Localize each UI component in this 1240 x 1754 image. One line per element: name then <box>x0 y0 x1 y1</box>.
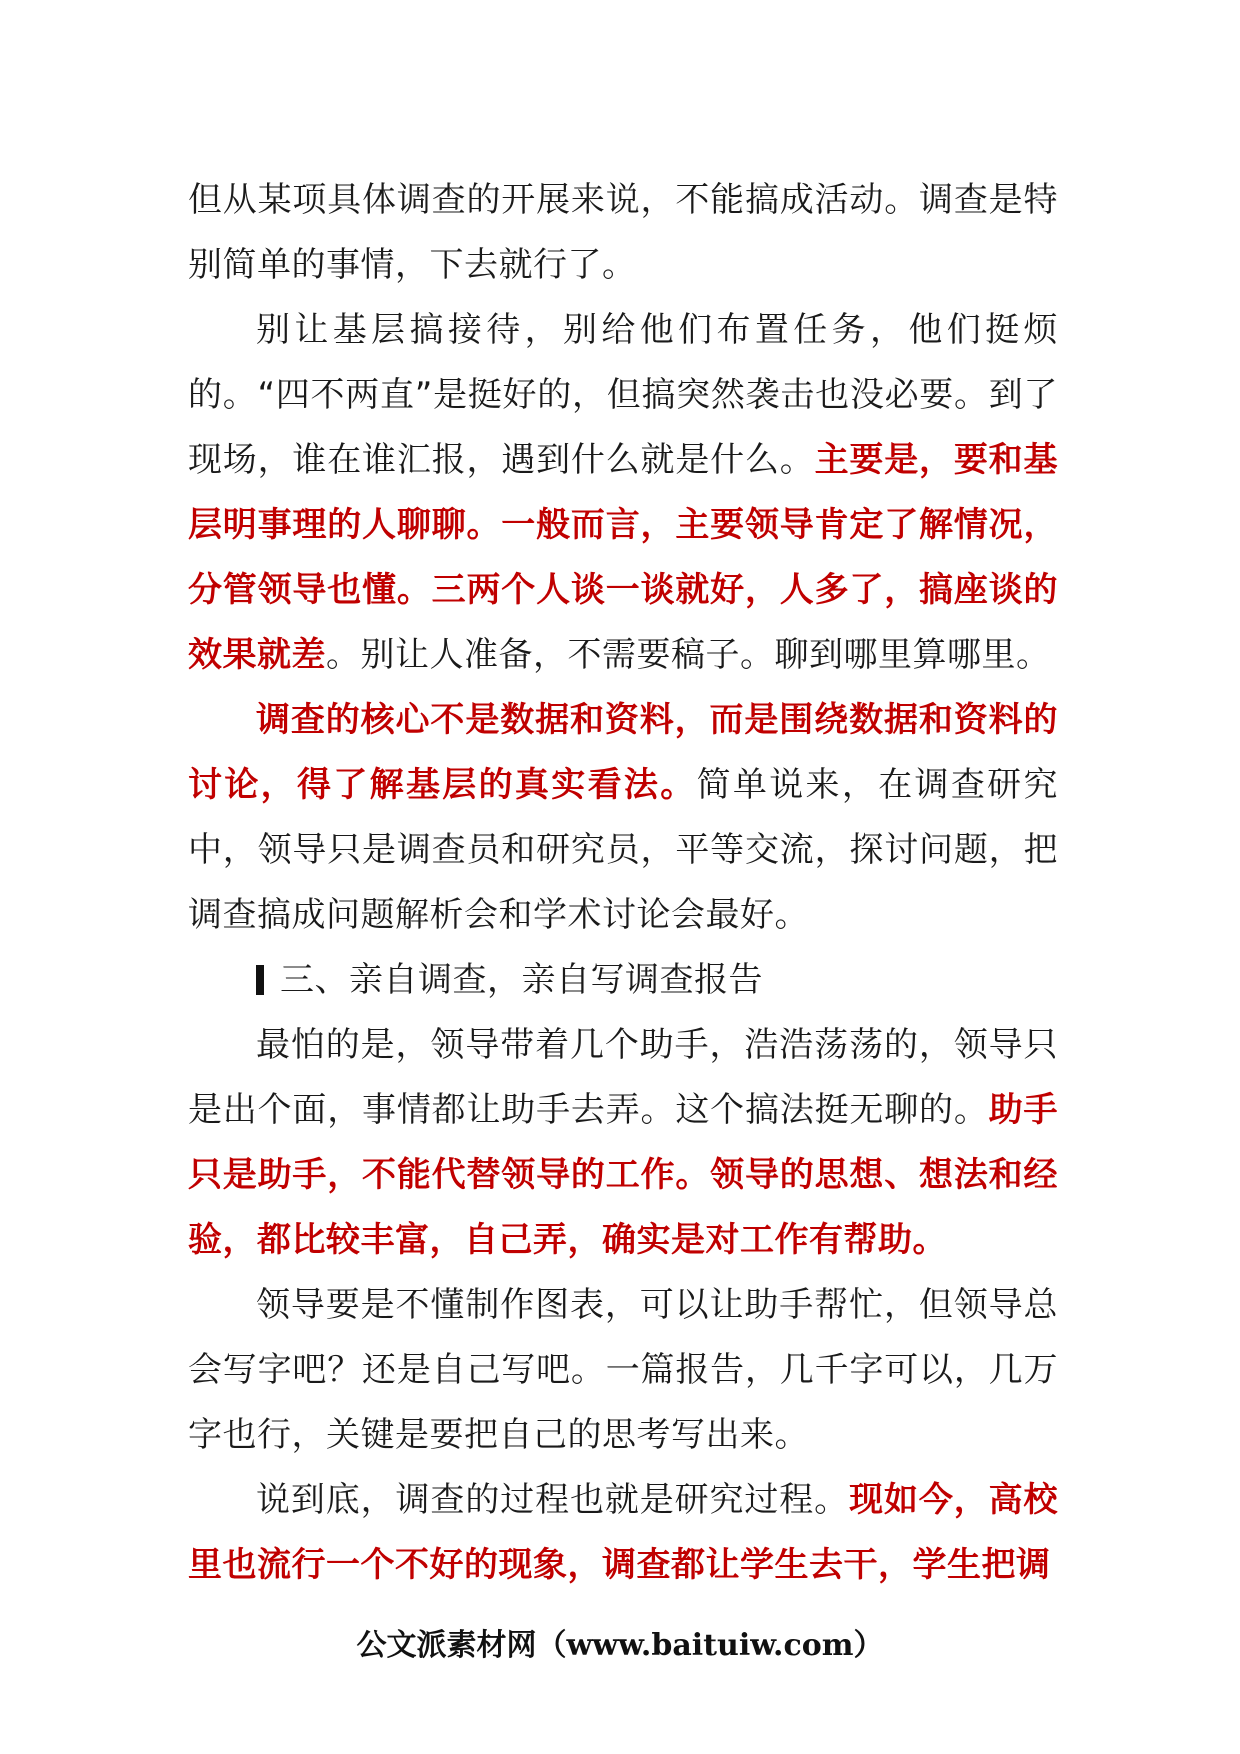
paragraph-3 <box>188 688 1058 948</box>
section-heading <box>188 948 1058 1013</box>
section-heading-text: 三、亲自调查，亲自写调查报告 <box>280 960 763 1000</box>
paragraph-6-text: 说到底，调查的过程也就是研究过程。 <box>256 1480 850 1520</box>
paragraph-6 <box>188 1468 1058 1598</box>
paragraph-4-emphasis: 助手只是助手，不能代替领导的工作。领导的思想、想法和经验，都比较丰富，自己弄，确实是对工作有帮助。 <box>188 1090 1058 1260</box>
paragraph-5-text: 领导要是不懂制作图表，可以让助手帮忙，但领导总会写字吧？还是自己写吧。一篇报告，几千字可以，几万字也行，关键是要把自己的思考写出来。 <box>188 1285 1058 1455</box>
paragraph-1 <box>188 168 1058 298</box>
paragraph-1-text: 但从某项具体调查的开展来说，不能搞成活动。调查是特别简单的事情，下去就行了。 <box>188 180 1058 285</box>
paragraph-2-text-b: 。别让人准备，不需要稿子。聊到哪里算哪里。 <box>326 635 1051 675</box>
paragraph-5 <box>188 1273 1058 1468</box>
heading-bar-marker <box>256 965 264 995</box>
paragraph-6-emphasis: 现如今，高校里也流行一个不好的现象，调查都让学生去干，学生把调 <box>188 1480 1059 1585</box>
footer-watermark: 公文派素材网（www.baituiw.com） <box>356 1628 884 1663</box>
paragraph-3-text: 简单说来，在调查研究中，领导只是调查员和研究员，平等交流，探讨问题，把调查搞成问题解析会和学术讨论会最好。 <box>188 765 1059 935</box>
document-body <box>188 168 1058 1598</box>
paragraph-2-emphasis: 主要是，要和基层明事理的人聊聊。一般而言，主要领导肯定了解情况，分管领导也懂。三两个人谈一谈就好，人多了，搞座谈的效果就差 <box>188 440 1058 675</box>
paragraph-4-text: 最怕的是，领导带着几个助手，浩浩荡荡的，领导只是出个面，事情都让助手去弄。这个搞法挺无聊的。 <box>188 1025 1058 1130</box>
paragraph-2 <box>188 298 1058 688</box>
paragraph-2-text-a: 别让基层搞接待，别给他们布置任务，他们挺烦的。“四不两直”是挺好的，但搞突然袭击也没必要。到了现场，谁在谁汇报，遇到什么就是什么。 <box>188 310 1058 480</box>
paragraph-3-emphasis: 调查的核心不是数据和资料，而是围绕数据和资料的讨论，得了解基层的真实看法。 <box>188 700 1058 805</box>
paragraph-4 <box>188 1013 1058 1273</box>
